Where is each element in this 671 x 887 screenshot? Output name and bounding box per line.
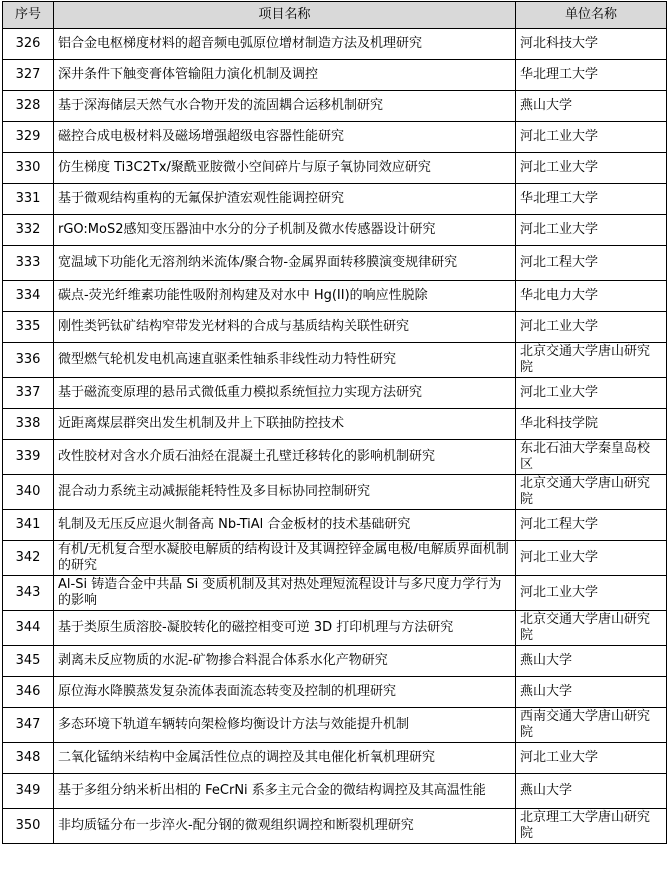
table-row	[3, 809, 667, 844]
project-name: 基于多组分纳米析出相的 FeCrNi 系多主元合金的微结构调控及其高温性能	[54, 774, 516, 809]
project-name: 二氧化锰纳米结构中金属活性位点的调控及其电催化析氧机理研究	[54, 743, 516, 774]
unit-name: 西南交通大学唐山研究院	[516, 708, 667, 743]
table-row	[3, 281, 667, 312]
header-row	[3, 2, 667, 29]
row-number: 328	[3, 91, 54, 122]
table-row	[3, 646, 667, 677]
project-name: 轧制及无压反应退火制备高 Nb-TiAl 合金板材的技术基础研究	[54, 510, 516, 541]
row-number: 346	[3, 677, 54, 708]
unit-name: 华北理工大学	[516, 60, 667, 91]
project-name: 基于微观结构重构的无氟保护渣宏观性能调控研究	[54, 184, 516, 215]
row-number: 329	[3, 122, 54, 153]
project-name: rGO:MoS2感知变压器油中水分的分子机制及微水传感器设计研究	[54, 215, 516, 246]
project-name: 深井条件下触变膏体管输阻力演化机制及调控	[54, 60, 516, 91]
row-number: 331	[3, 184, 54, 215]
row-number: 338	[3, 409, 54, 440]
unit-name: 河北工业大学	[516, 743, 667, 774]
table-row	[3, 409, 667, 440]
table-row	[3, 774, 667, 809]
table-row	[3, 510, 667, 541]
table-row	[3, 29, 667, 60]
project-name: 刚性类钙钛矿结构窄带发光材料的合成与基质结构关联性研究	[54, 312, 516, 343]
table-row	[3, 611, 667, 646]
row-number: 337	[3, 378, 54, 409]
row-number: 344	[3, 611, 54, 646]
unit-name: 河北工业大学	[516, 215, 667, 246]
table-row	[3, 153, 667, 184]
row-number: 334	[3, 281, 54, 312]
row-number: 327	[3, 60, 54, 91]
unit-name: 华北电力大学	[516, 281, 667, 312]
table-row	[3, 708, 667, 743]
row-number: 341	[3, 510, 54, 541]
table-row	[3, 91, 667, 122]
unit-name: 河北工业大学	[516, 378, 667, 409]
unit-name: 河北工程大学	[516, 510, 667, 541]
unit-name: 河北工业大学	[516, 122, 667, 153]
unit-name: 燕山大学	[516, 646, 667, 677]
row-number: 342	[3, 541, 54, 576]
unit-name: 华北科技学院	[516, 409, 667, 440]
unit-name: 燕山大学	[516, 91, 667, 122]
project-name: 近距离煤层群突出发生机制及井上下联抽防控技术	[54, 409, 516, 440]
row-number: 326	[3, 29, 54, 60]
project-name: 基于类原生质溶胶-凝胶转化的磁控相变可逆 3D 打印机理与方法研究	[54, 611, 516, 646]
unit-name: 东北石油大学秦皇岛校区	[516, 440, 667, 475]
row-number: 345	[3, 646, 54, 677]
row-number: 339	[3, 440, 54, 475]
project-name: 多态环境下轨道车辆转向架检修均衡设计方法与效能提升机制	[54, 708, 516, 743]
project-name: Al-Si 铸造合金中共晶 Si 变质机制及其对热处理短流程设计与多尺度力学行为的影响	[54, 576, 516, 611]
row-number: 335	[3, 312, 54, 343]
unit-name: 北京交通大学唐山研究院	[516, 343, 667, 378]
row-number: 350	[3, 809, 54, 844]
unit-name: 河北工程大学	[516, 246, 667, 281]
project-name: 原位海水降膜蒸发复杂流体表面流态转变及控制的机理研究	[54, 677, 516, 708]
table-row	[3, 312, 667, 343]
table-row	[3, 475, 667, 510]
row-number: 349	[3, 774, 54, 809]
unit-name: 燕山大学	[516, 774, 667, 809]
project-name: 碳点-荧光纤维素功能性吸附剂构建及对水中 Hg(II)的响应性脱除	[54, 281, 516, 312]
row-number: 330	[3, 153, 54, 184]
unit-name: 燕山大学	[516, 677, 667, 708]
project-name: 宽温域下功能化无溶剂纳米流体/聚合物-金属界面转移膜演变规律研究	[54, 246, 516, 281]
row-number: 343	[3, 576, 54, 611]
table-row	[3, 215, 667, 246]
unit-name: 华北理工大学	[516, 184, 667, 215]
table-row	[3, 743, 667, 774]
project-name: 铝合金电枢梯度材料的超音频电弧原位增材制造方法及机理研究	[54, 29, 516, 60]
unit-name: 河北工业大学	[516, 153, 667, 184]
unit-name: 河北工业大学	[516, 541, 667, 576]
table-row	[3, 60, 667, 91]
project-name: 磁控合成电极材料及磁场增强超级电容器性能研究	[54, 122, 516, 153]
project-name: 改性胶材对含水介质石油烃在混凝土孔壁迁移转化的影响机制研究	[54, 440, 516, 475]
row-number: 336	[3, 343, 54, 378]
unit-name: 北京交通大学唐山研究院	[516, 475, 667, 510]
row-number: 332	[3, 215, 54, 246]
unit-name: 北京交通大学唐山研究院	[516, 611, 667, 646]
project-name: 剥离未反应物质的水泥-矿物掺合料混合体系水化产物研究	[54, 646, 516, 677]
row-number: 333	[3, 246, 54, 281]
header-no: 序号	[3, 2, 54, 29]
project-name: 微型燃气轮机发电机高速直驱柔性轴系非线性动力特性研究	[54, 343, 516, 378]
table-row	[3, 184, 667, 215]
project-name: 基于深海储层天然气水合物开发的流固耦合运移机制研究	[54, 91, 516, 122]
table-row	[3, 343, 667, 378]
unit-name: 河北工业大学	[516, 312, 667, 343]
table-row	[3, 677, 667, 708]
table-row	[3, 122, 667, 153]
unit-name: 北京理工大学唐山研究院	[516, 809, 667, 844]
project-name: 基于磁流变原理的悬吊式微低重力模拟系统恒拉力实现方法研究	[54, 378, 516, 409]
table-row	[3, 246, 667, 281]
table-row	[3, 378, 667, 409]
project-name: 混合动力系统主动减振能耗特性及多目标协同控制研究	[54, 475, 516, 510]
unit-name: 河北工业大学	[516, 576, 667, 611]
table-row	[3, 541, 667, 576]
table-row	[3, 440, 667, 475]
row-number: 340	[3, 475, 54, 510]
project-name: 非均质锰分布一步淬火-配分钢的微观组织调控和断裂机理研究	[54, 809, 516, 844]
table-row	[3, 576, 667, 611]
row-number: 348	[3, 743, 54, 774]
project-name: 仿生梯度 Ti3C2Tx/聚酰亚胺微小空间碎片与原子氧协同效应研究	[54, 153, 516, 184]
row-number: 347	[3, 708, 54, 743]
project-table	[2, 1, 667, 844]
unit-name: 河北科技大学	[516, 29, 667, 60]
header-project: 项目名称	[54, 2, 516, 29]
header-unit: 单位名称	[516, 2, 667, 29]
project-name: 有机/无机复合型水凝胶电解质的结构设计及其调控锌金属电极/电解质界面机制的研究	[54, 541, 516, 576]
